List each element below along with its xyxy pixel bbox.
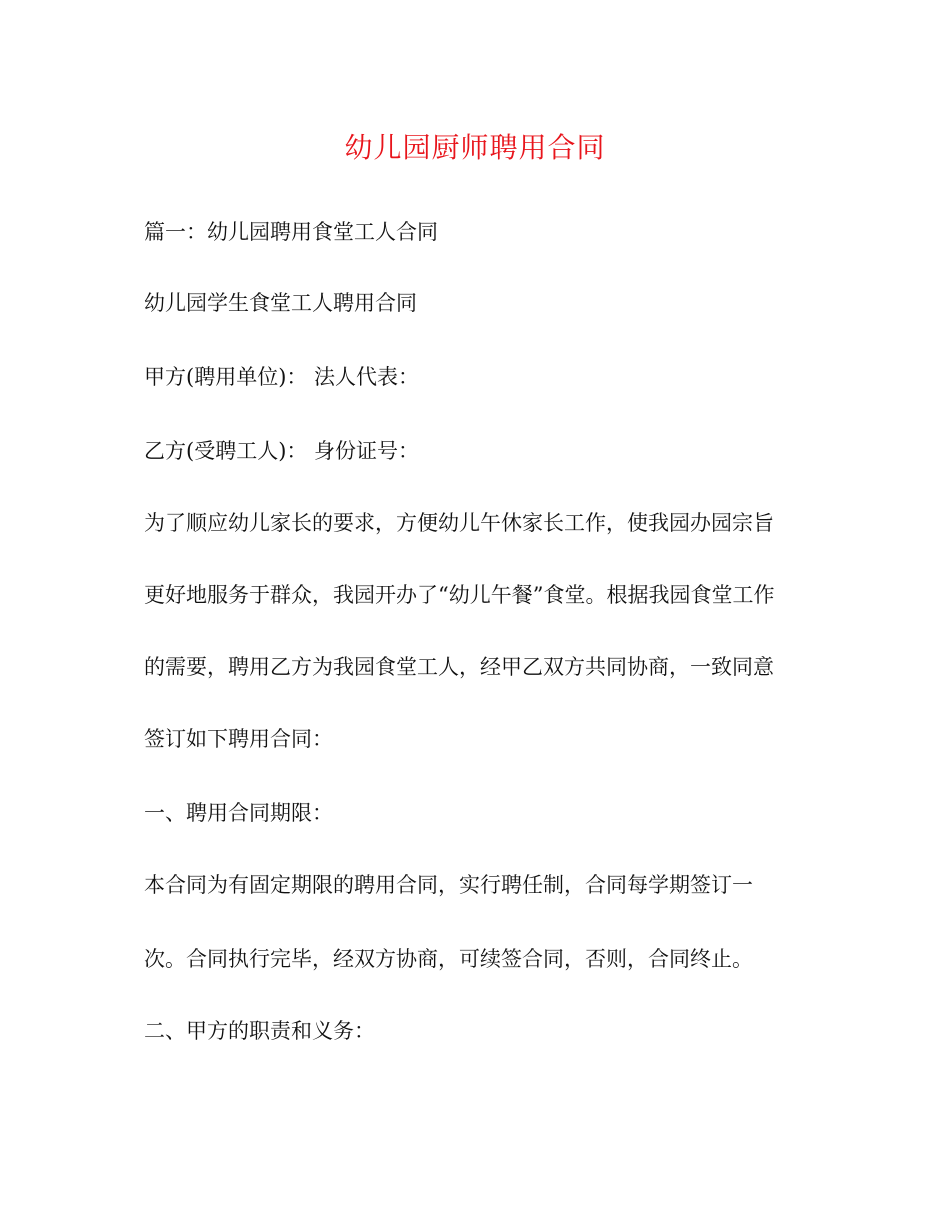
text-line-heading-part-one: 篇一：幼儿园聘用食堂工人合同 <box>144 220 438 244</box>
text-line-section-two: 二、甲方的职责和义务： <box>144 1019 375 1043</box>
text-line-paragraph: 为了顺应幼儿家长的要求，方便幼儿午休家长工作，使我园办园宗旨 <box>144 511 774 535</box>
text-line-subtitle: 幼儿园学生食堂工人聘用合同 <box>144 291 417 315</box>
text-line-party-b: 乙方(受聘工人)： 身份证号： <box>144 439 420 463</box>
document-title: 幼儿园厨师聘用合同 <box>344 131 606 164</box>
text-line-section-one: 一、聘用合同期限： <box>144 801 333 825</box>
text-line-paragraph: 本合同为有固定期限的聘用合同，实行聘任制，合同每学期签订一 <box>144 873 753 897</box>
text-line-paragraph: 更好地服务于群众，我园开办了“幼儿午餐”食堂。根据我园食堂工作 <box>144 583 775 607</box>
text-line-paragraph: 签订如下聘用合同： <box>144 727 333 751</box>
text-line-party-a: 甲方(聘用单位)： 法人代表： <box>144 365 420 389</box>
text-line-paragraph: 的需要，聘用乙方为我园食堂工人，经甲乙双方共同协商，一致同意 <box>144 655 774 679</box>
text-line-paragraph: 次。合同执行完毕，经双方协商，可续签合同，否则，合同终止。 <box>144 947 753 971</box>
